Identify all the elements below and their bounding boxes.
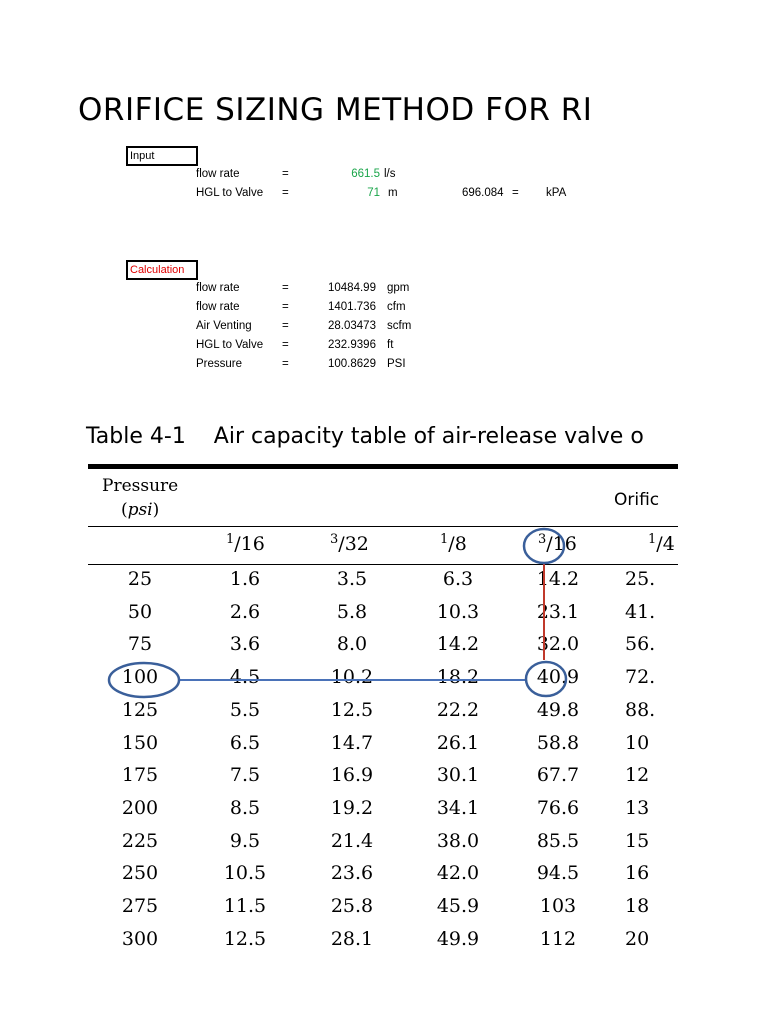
capacity-cell: 23.6: [330, 862, 374, 885]
capacity-cell: 49.9: [436, 927, 480, 950]
capacity-cell: 28.1: [330, 927, 374, 950]
row-equals: =: [282, 187, 289, 199]
table-row: [0, 829, 650, 862]
header-rule: [88, 526, 678, 527]
row-unit: PSI: [387, 358, 406, 370]
capacity-cell: 72.: [625, 666, 656, 689]
table-title: Table 4-1 Air capacity table of air-release valve o: [86, 424, 644, 449]
col-header-3-16: $^3$/16: [538, 532, 577, 555]
frac-den: 4: [662, 533, 675, 555]
capacity-cell: 49.8: [536, 698, 580, 721]
capacity-cell: 12.5: [223, 927, 267, 950]
capacity-cell: 13: [625, 796, 650, 819]
pressure-cell: 225: [121, 829, 159, 852]
capacity-cell: 34.1: [436, 796, 480, 819]
capacity-cell: 41.: [625, 600, 656, 623]
table-row: [0, 698, 656, 731]
capacity-cell: 18.2: [436, 666, 480, 689]
capacity-cell: 14.2: [536, 568, 580, 590]
row-label: HGL to Valve: [196, 339, 264, 351]
capacity-cell: 5.5: [229, 698, 261, 721]
capacity-cell: 26.1: [436, 731, 480, 754]
row-unit: l/s: [384, 168, 396, 180]
calc-value[interactable]: 10484.99: [328, 282, 376, 294]
table-row: [0, 895, 650, 927]
capacity-cell: 103: [539, 895, 577, 917]
capacity-cell: 16.9: [330, 764, 374, 787]
col-header-3-32: $^3$/32: [330, 532, 369, 555]
capacity-cell: 4.5: [229, 666, 261, 689]
input-flow-rate-value[interactable]: 661.5: [351, 168, 380, 180]
capacity-cell: 25.: [625, 568, 656, 590]
row-label: Pressure: [196, 358, 243, 370]
pressure-cell: 150: [121, 731, 159, 754]
calc-value[interactable]: 28.03473: [328, 320, 376, 332]
capacity-cell: 7.5: [229, 764, 261, 787]
pressure-cell: 200: [121, 796, 159, 819]
row-equals: =: [282, 282, 289, 294]
capacity-cell: 14.7: [330, 731, 374, 754]
table-row: [0, 862, 650, 894]
capacity-cell: 85.5: [536, 829, 580, 852]
hgl-kpa-value: 696.084: [462, 187, 504, 199]
capacity-cell: 6.3: [442, 568, 474, 590]
pressure-cell: 175: [121, 764, 159, 787]
row-unit: ft: [387, 339, 394, 351]
pressure-unit-text: psi: [127, 500, 153, 520]
frac-den: 16: [240, 533, 265, 555]
capacity-cell: 22.2: [436, 698, 480, 721]
capacity-cell: 19.2: [330, 796, 374, 819]
row-label: flow rate: [196, 168, 240, 180]
pressure-cell: 275: [121, 895, 159, 917]
capacity-cell: 67.7: [536, 764, 580, 787]
row-equals: =: [512, 187, 519, 199]
capacity-cell: 12: [625, 764, 650, 787]
frac-den: 16: [552, 533, 577, 555]
capacity-cell: 2.6: [229, 600, 261, 623]
calc-value[interactable]: 232.9396: [328, 339, 376, 351]
row-label: flow rate: [196, 282, 240, 294]
capacity-cell: 18: [625, 895, 650, 917]
capacity-cell: 23.1: [536, 600, 580, 623]
pressure-cell: 75: [127, 633, 153, 656]
column-header-rule: [88, 564, 678, 565]
capacity-cell: 10.5: [223, 862, 267, 885]
calculation-section-label: Calculation: [126, 260, 198, 280]
capacity-cell: 6.5: [229, 731, 261, 754]
capacity-cell: 40.9: [536, 666, 580, 689]
table-row: [0, 927, 650, 960]
capacity-cell: 1.6: [229, 568, 261, 590]
table-top-rule: [88, 464, 678, 469]
frac-den: 32: [344, 533, 369, 555]
capacity-cell: 3.5: [336, 568, 368, 590]
frac-num: 1: [226, 532, 235, 547]
table-row: [0, 633, 656, 665]
capacity-cell: 42.0: [436, 862, 480, 885]
input-section-label: Input: [126, 146, 198, 166]
capacity-cell: 12.5: [330, 698, 374, 721]
frac-den: 8: [454, 533, 467, 555]
capacity-cell: 76.6: [536, 796, 580, 819]
capacity-cell: 11.5: [223, 895, 267, 917]
table-row: [0, 600, 656, 633]
row-unit: gpm: [387, 282, 410, 294]
row-equals: =: [282, 320, 289, 332]
capacity-cell: 38.0: [436, 829, 480, 852]
capacity-cell: 16: [625, 862, 650, 885]
capacity-cell: 20: [625, 927, 650, 950]
capacity-cell: 5.8: [336, 600, 368, 623]
calc-value[interactable]: 1401.736: [328, 301, 376, 313]
row-unit: cfm: [387, 301, 406, 313]
row-equals: =: [282, 358, 289, 370]
capacity-cell: 112: [539, 927, 577, 950]
capacity-cell: 10.2: [330, 666, 374, 689]
col-header-1-8: $^1$/8: [440, 532, 467, 555]
capacity-cell: 45.9: [436, 895, 480, 917]
input-hgl-value[interactable]: 71: [367, 187, 380, 199]
frac-num: 3: [538, 532, 547, 547]
capacity-cell: 21.4: [330, 829, 374, 852]
capacity-cell: 88.: [625, 698, 656, 721]
pressure-cell: 250: [121, 862, 159, 885]
capacity-cell: 94.5: [536, 862, 580, 885]
row-equals: =: [282, 168, 289, 180]
calc-value[interactable]: 100.8629: [328, 358, 376, 370]
capacity-cell: 10.3: [436, 600, 480, 623]
pressure-cell: 25: [127, 568, 153, 590]
frac-num: 1: [648, 532, 657, 547]
row-label: flow rate: [196, 301, 240, 313]
table-row: [0, 666, 656, 698]
page-title: ORIFICE SIZING METHOD FOR RI: [78, 92, 593, 128]
col-header-1-4: $^1$/4: [648, 532, 675, 555]
row-unit: kPA: [546, 187, 567, 199]
row-label: Air Venting: [196, 320, 252, 332]
capacity-cell: 8.5: [229, 796, 261, 819]
header-pressure-label: Pressure: [102, 476, 179, 496]
capacity-cell: 10: [625, 731, 650, 754]
pressure-cell: 300: [121, 927, 159, 950]
header-orifice: Orific: [614, 490, 660, 510]
frac-num: 1: [440, 532, 449, 547]
table-row: [0, 731, 650, 764]
row-unit: m: [388, 187, 398, 199]
header-pressure-unit: (psi): [120, 500, 160, 520]
capacity-cell: 15: [625, 829, 650, 852]
table-row: [0, 796, 650, 829]
capacity-cell: 32.0: [536, 633, 580, 656]
row-unit: scfm: [387, 320, 412, 332]
capacity-cell: 8.0: [336, 633, 368, 656]
capacity-cell: 3.6: [229, 633, 261, 656]
capacity-cell: 58.8: [536, 731, 580, 754]
frac-num: 3: [330, 532, 339, 547]
header-pressure: [102, 474, 178, 522]
capacity-cell: 25.8: [330, 895, 374, 917]
table-row: [0, 764, 650, 796]
capacity-cell: 30.1: [436, 764, 480, 787]
pressure-cell: 100: [121, 666, 159, 689]
row-label: HGL to Valve: [196, 187, 264, 199]
row-equals: =: [282, 301, 289, 313]
capacity-cell: 9.5: [229, 829, 261, 852]
col-header-1-16: $^1$/16: [226, 532, 265, 555]
capacity-cell: 14.2: [436, 633, 480, 656]
pressure-cell: 50: [127, 600, 153, 623]
pressure-cell: 125: [121, 698, 159, 721]
table-row: [0, 568, 656, 600]
capacity-cell: 56.: [625, 633, 656, 656]
row-equals: =: [282, 339, 289, 351]
